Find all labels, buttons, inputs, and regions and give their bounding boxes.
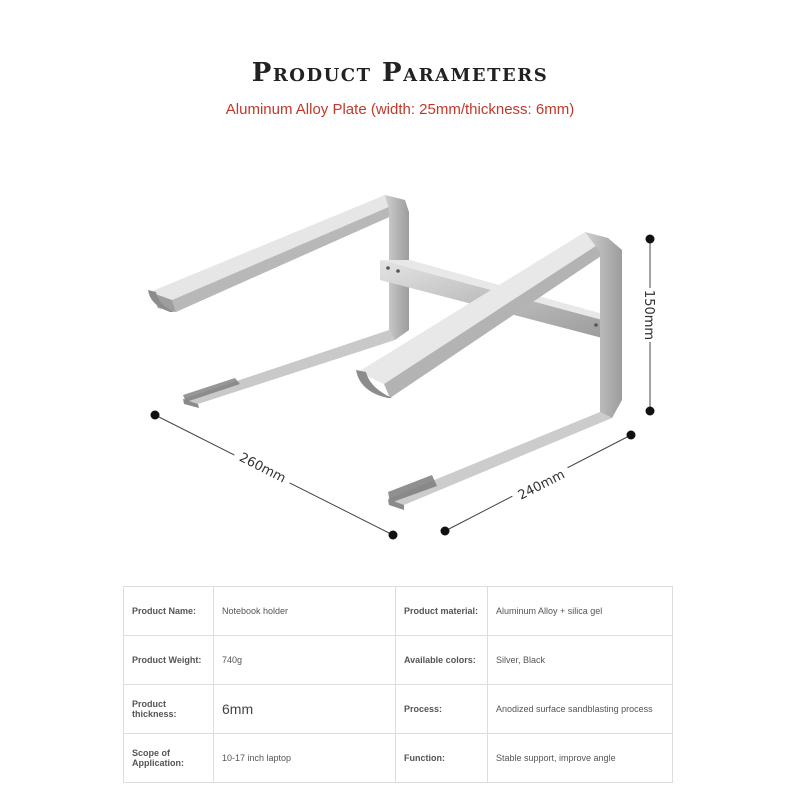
table-row: [124, 734, 673, 783]
spec-label: Process:: [396, 685, 488, 734]
table-row: [124, 636, 673, 685]
page-subtitle: Aluminum Alloy Plate (width: 25mm/thickness: 6mm): [225, 101, 575, 118]
page-title: Product Parameters: [251, 58, 549, 88]
spec-value: Stable support, improve angle: [488, 734, 673, 783]
dimension-depth-label: 260mm: [236, 450, 289, 487]
spec-label: Function:: [396, 734, 488, 783]
spec-value: Anodized surface sandblasting process: [488, 685, 673, 734]
spec-table: [123, 586, 673, 783]
dimension-260: [151, 411, 398, 540]
spec-value: Silver, Black: [488, 636, 673, 685]
spec-value: 740g: [214, 636, 396, 685]
spec-value: 10-17 inch laptop: [214, 734, 396, 783]
spec-value: 6mm: [214, 685, 396, 734]
spec-label: Available colors:: [396, 636, 488, 685]
dimension-150: [641, 235, 659, 416]
spec-value: Aluminum Alloy + silica gel: [488, 587, 673, 636]
dimension-height-label: 150mm: [641, 289, 656, 341]
spec-label: Product thickness:: [124, 685, 214, 734]
laptop-stand-illustration: [0, 160, 800, 580]
dimension-width-label: 240mm: [515, 467, 568, 504]
table-row: [124, 587, 673, 636]
spec-label: Product Weight:: [124, 636, 214, 685]
spec-label: Scope of Application:: [124, 734, 214, 783]
spec-label: Product Name:: [124, 587, 214, 636]
spec-label: Product material:: [396, 587, 488, 636]
spec-value: Notebook holder: [214, 587, 396, 636]
table-row: [124, 685, 673, 734]
